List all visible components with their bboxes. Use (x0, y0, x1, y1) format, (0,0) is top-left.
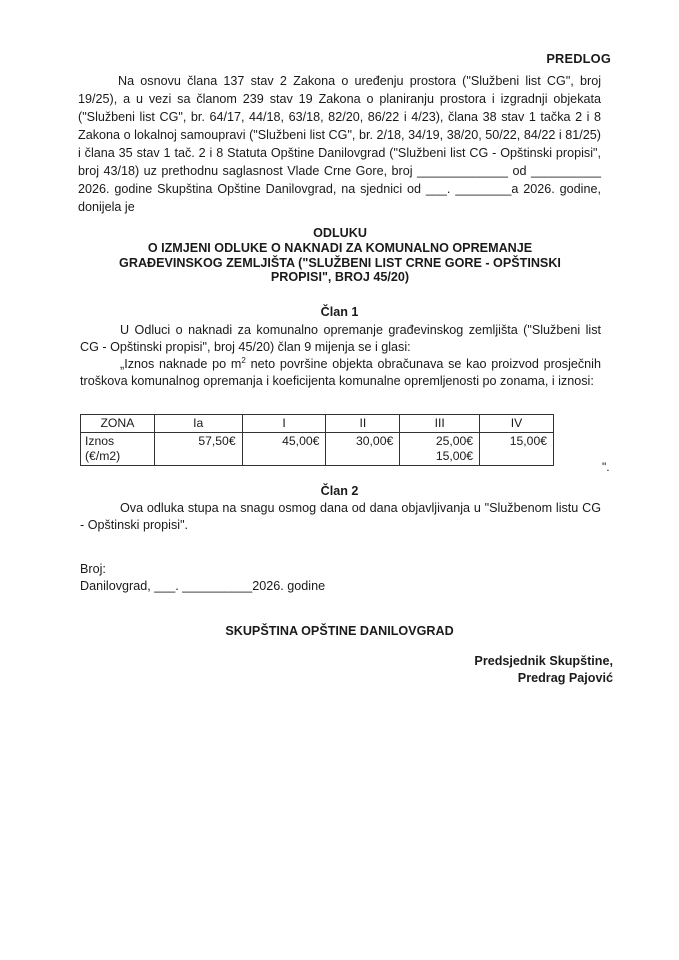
preamble-text: Na osnovu člana 137 stav 2 Zakona o uređenju prostora ("Službeni list CG", broj 19/25), a u vezi sa članom 239 stav 19 Zakona o planiranju prostora i izgradnji objekata ("Službeni list CG", br. 64/17, 44/18, 63/18, 82/20, 86/22 i 4/23), člana 38 stav 1 tačka 2 i 8 Zakona o lokalnoj samoupravi ("Službeni list CG", br. 2/18, 34/19, 38/20, 50/22, 84/22 i 81/25) i člana 35 stav 1 tač. 2 i 8 Statuta Opštine Danilovgrad ("Službeni list CG - Opštinski propisi", broj 43/18) uz prethodnu saglasnost Vlade Crne Gore, broj _____________ od __________ 2026. godine Skupština Opštine Danilovgrad, na sjednici od ___. ________a 2026. godine, donijela je (78, 74, 601, 214)
article-1-para-2-start: „Iznos naknade po m (120, 357, 242, 371)
article-2-heading: Član 2 (320, 484, 359, 498)
title-line-3: GRAĐEVINSKOG ZEMLJIŠTA ("SLUŽBENI LIST CRNE GORE - OPŠTINSKI (119, 255, 561, 270)
title-line-2: O IZMJENI ODLUKE O NAKNADI ZA KOMUNALNO OPREMANJE (147, 240, 533, 255)
signer-title: Predsjednik Skupštine, (474, 654, 613, 668)
signature-block (413, 653, 613, 687)
article-1-para-2 (80, 356, 601, 390)
title-line-1: ODLUKU (313, 226, 367, 240)
amount-label-cell (81, 433, 155, 466)
zone-fee-table (80, 414, 554, 466)
header-cell-ia: Ia (154, 415, 242, 433)
preamble (78, 72, 601, 216)
reference-block (80, 561, 325, 595)
proposal-label: PREDLOG (546, 51, 611, 66)
article-2-body (80, 500, 601, 534)
decision-title (80, 226, 600, 285)
table-header-row (81, 415, 554, 433)
amount-label-line-2: (€/m2) (85, 449, 121, 463)
closing-quote: ". (602, 460, 610, 474)
article-1-para-1: U Odluci o naknadi za komunalno opremanje građevinskog zemljišta ("Službeni list CG - Opštinski propisi", broj 45/20) član 9 mijenja se i glasi: (80, 323, 601, 354)
article-1-body (80, 322, 601, 390)
amount-cell-i: 45,00€ (242, 433, 326, 466)
table-row-amounts (81, 433, 554, 466)
article-1-heading: Član 1 (320, 305, 359, 319)
amount-cell-ii: 30,00€ (326, 433, 400, 466)
assembly-name: SKUPŠTINA OPŠTINE DANILOVGRAD (225, 624, 454, 638)
place-and-date: Danilovgrad, ___. __________2026. godine (80, 579, 326, 593)
amount-cell-iii (400, 433, 480, 466)
reference-number: Broj: (80, 562, 106, 576)
superscript-2: 2 (241, 356, 246, 365)
amount-iii-first: 25,00€ (435, 434, 474, 448)
header-cell-i: I (242, 415, 326, 433)
article-1-para-2-end: neto površine objekta obračunava se kao proizvod prosječnih troškova komunalnog opremanja i koeficijenta komunalne opremljenosti po zonama, i iznosi: (80, 357, 601, 388)
signer-name: Predrag Pajović (517, 671, 613, 685)
article-2-text: Ova odluka stupa na snagu osmog dana od dana objavljivanja u "Službenom listu CG - Opštinski propisi". (80, 501, 601, 532)
amount-cell-iv: 15,00€ (480, 433, 554, 466)
header-cell-iii: III (400, 415, 480, 433)
title-line-4: PROPISI", BROJ 45/20) (270, 270, 410, 285)
header-cell-ii: II (326, 415, 400, 433)
amount-cell-ia: 57,50€ (154, 433, 242, 466)
header-cell-zona: ZONA (81, 415, 155, 433)
amount-label-line-1: Iznos (85, 434, 115, 448)
amount-iii-second: 15,00€ (435, 449, 474, 463)
header-cell-iv: IV (480, 415, 554, 433)
